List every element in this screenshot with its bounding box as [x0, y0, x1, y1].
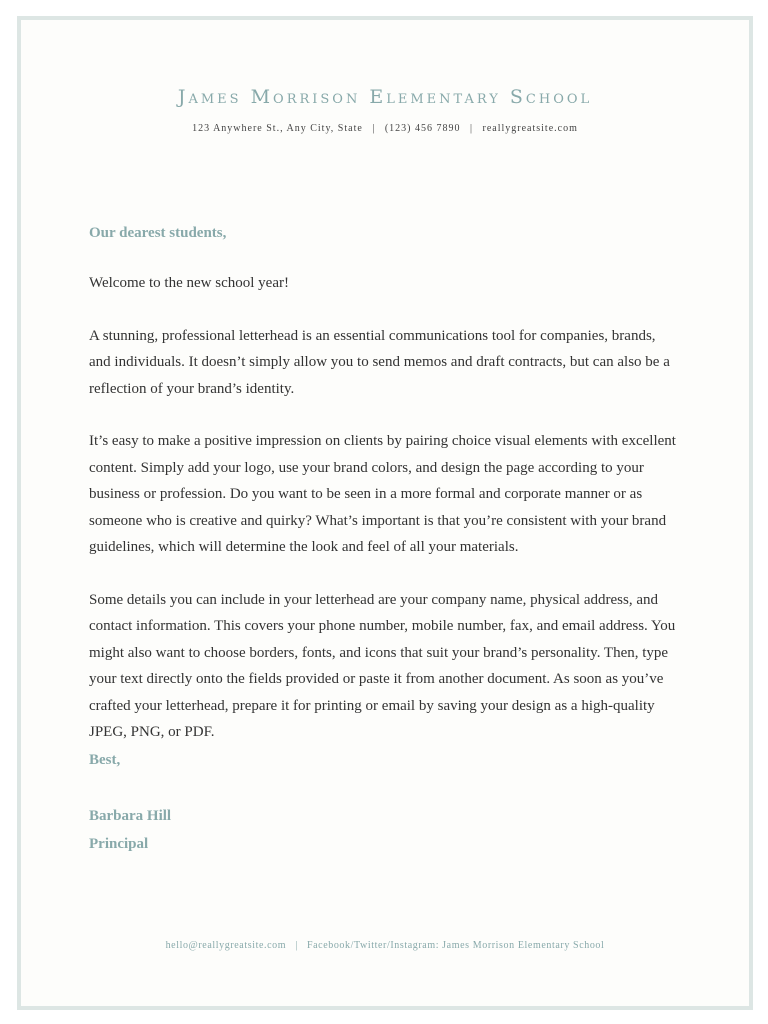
header-website: reallygreatsite.com — [482, 123, 578, 134]
header-separator: | — [470, 123, 474, 134]
school-name: James Morrison Elementary School — [177, 86, 593, 108]
signer-name: Barbara Hill — [89, 807, 172, 824]
header-phone: (123) 456 7890 — [384, 123, 461, 134]
letter-closing: Best, — [89, 751, 121, 768]
signer-title: Principal — [89, 835, 149, 852]
letter-body — [89, 220, 679, 858]
letter-paragraph: Some details you can include in your letterhead are your company name, physical address, and contact information. This covers your phone number, mobile number, fax, and email address. You might also want to choose borders, fonts, and icons that suit your brand’s personality. Then, type your text directly onto the fields provided or paste it from another document. As soon as you’ve crafted your letterhead, prepare it for printing or email by saving your design as a high-quality JPEG, PNG, or PDF. — [89, 591, 676, 740]
footer-contact-line — [21, 940, 749, 951]
footer-social: Facebook/Twitter/Instagram: James Morrison Elementary School — [306, 940, 605, 951]
header-contact-line — [21, 123, 749, 134]
footer-separator: | — [295, 940, 298, 951]
letterhead-page — [17, 16, 753, 1010]
letter-paragraph: A stunning, professional letterhead is an essential communications tool for companies, brands, and individuals. It doesn’t simply allow you to send memos and draft contracts, but can also be a reflection of your brand’s identity. — [89, 327, 670, 397]
letter-paragraph: It’s easy to make a positive impression on clients by pairing choice visual elements with excellent content. Simply add your logo, use your brand colors, and design the page according to your business or profession. Do you want to be seen in a more formal and corporate manner or as someone who is creative and quirky? What’s important is that you’re consistent with your brand guidelines, which will determine the look and feel of all your materials. — [89, 433, 676, 555]
letter-paragraph: Welcome to the new school year! — [89, 275, 289, 291]
header-address: 123 Anywhere St., Any City, State — [192, 123, 363, 134]
letter-greeting: Our dearest students, — [89, 225, 227, 241]
header-separator: | — [372, 123, 376, 134]
footer-email: hello@reallygreatsite.com — [165, 940, 287, 951]
